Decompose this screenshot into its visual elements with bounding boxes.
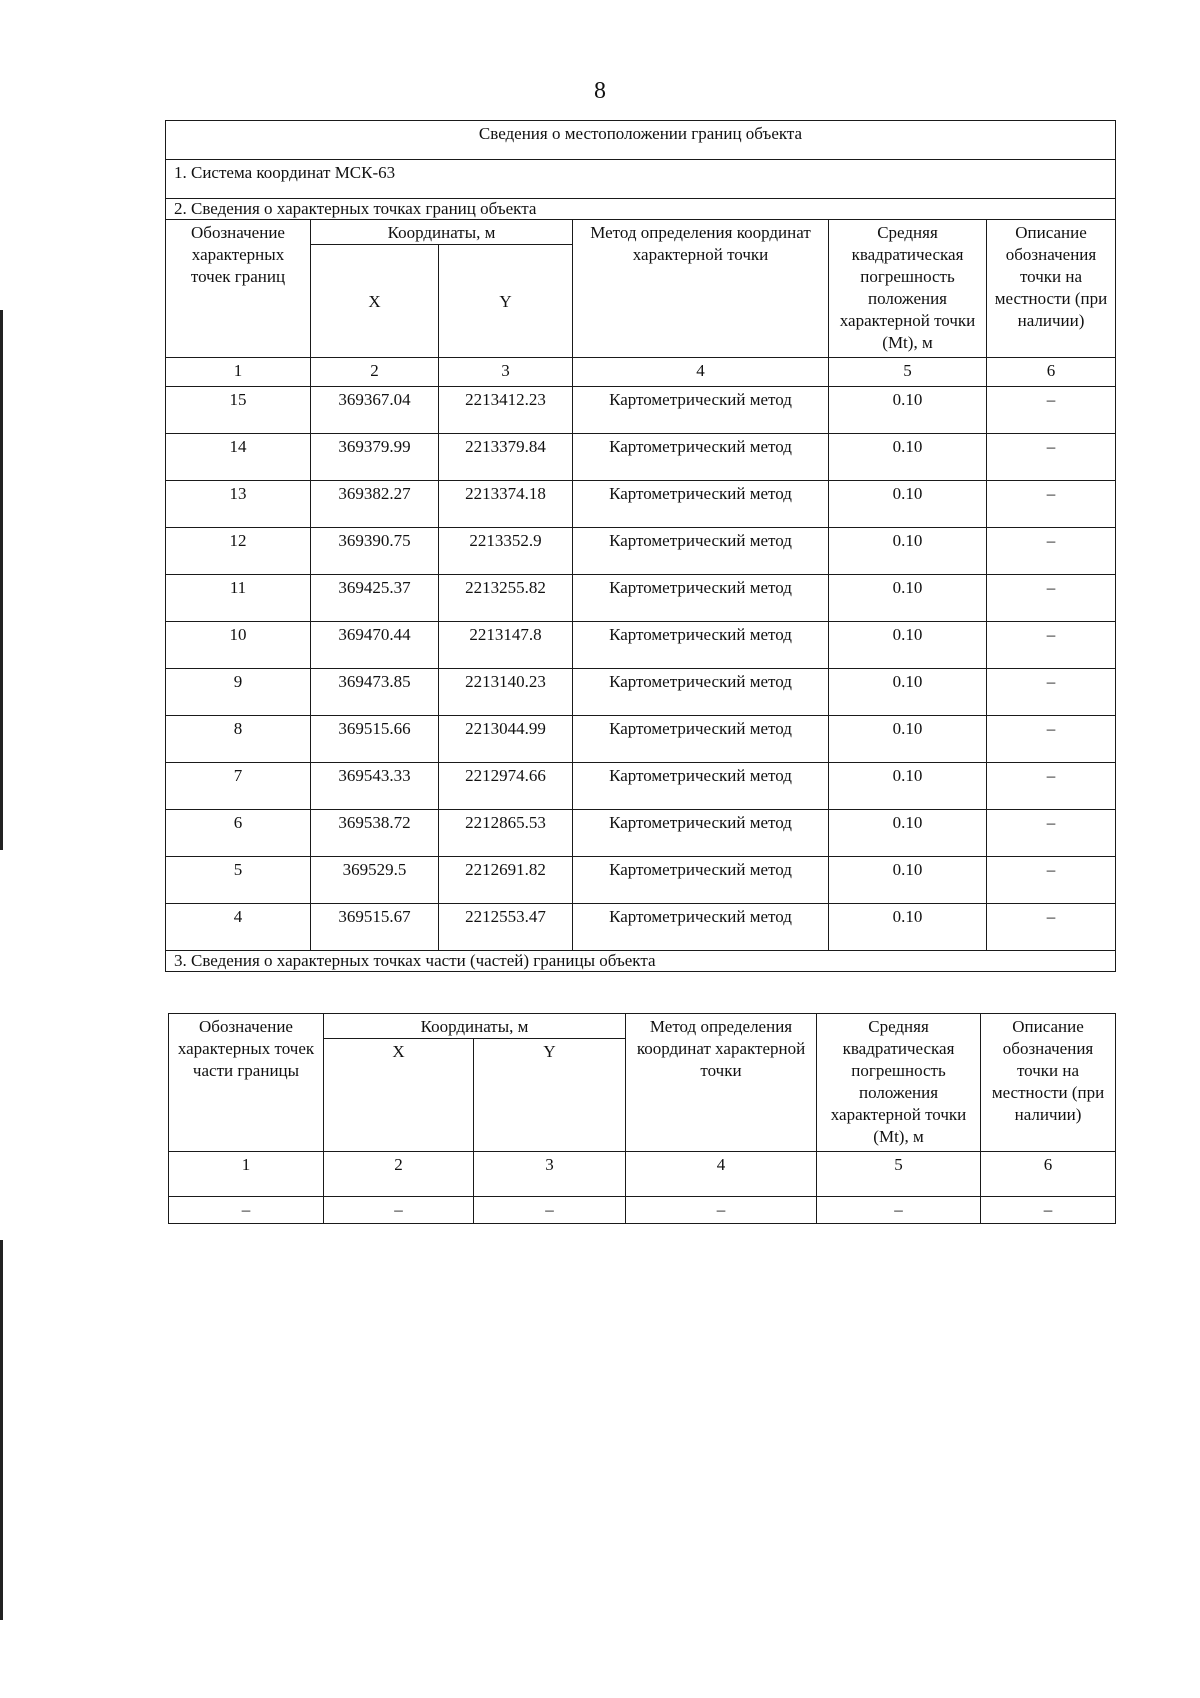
table-row xyxy=(166,904,1116,951)
error: 0.10 xyxy=(829,857,987,904)
point-id: 12 xyxy=(166,528,311,575)
error: 0.10 xyxy=(829,481,987,528)
coord-y: 2213140.23 xyxy=(439,669,573,716)
method: Картометрический метод xyxy=(573,810,829,857)
boundary-points-table xyxy=(165,120,1116,972)
table-row xyxy=(166,669,1116,716)
header-coords: Координаты, м xyxy=(311,220,573,245)
method: – xyxy=(626,1197,817,1224)
header-y: Y xyxy=(474,1039,626,1152)
method: Картометрический метод xyxy=(573,763,829,810)
col-number: 6 xyxy=(987,358,1116,387)
col-number: 5 xyxy=(829,358,987,387)
coord-x: 369538.72 xyxy=(311,810,439,857)
coord-x: 369515.66 xyxy=(311,716,439,763)
method: Картометрический метод xyxy=(573,669,829,716)
coordinate-system: 1. Система координат МСК-63 xyxy=(166,160,1116,199)
description: – xyxy=(987,857,1116,904)
description: – xyxy=(987,763,1116,810)
table-row xyxy=(166,575,1116,622)
method: Картометрический метод xyxy=(573,857,829,904)
description: – xyxy=(981,1197,1116,1224)
header-description: Описание обозначения точки на местности (при наличии) xyxy=(981,1014,1116,1152)
description: – xyxy=(987,810,1116,857)
error: 0.10 xyxy=(829,904,987,951)
col-number: 2 xyxy=(324,1152,474,1197)
coord-y: 2213412.23 xyxy=(439,387,573,434)
col-number: 5 xyxy=(817,1152,981,1197)
column-numbers-row xyxy=(169,1152,1116,1197)
error: 0.10 xyxy=(829,622,987,669)
coord-y: 2213379.84 xyxy=(439,434,573,481)
coord-x: 369543.33 xyxy=(311,763,439,810)
header-error: Средняя квадратическая погрешность положения характерной точки (Mt), м xyxy=(817,1014,981,1152)
header-method: Метод определения координат характерной точки xyxy=(626,1014,817,1152)
description: – xyxy=(987,575,1116,622)
point-id: 6 xyxy=(166,810,311,857)
coord-y: 2212974.66 xyxy=(439,763,573,810)
header-description: Описание обозначения точки на местности (при наличии) xyxy=(987,220,1116,358)
point-id: 10 xyxy=(166,622,311,669)
coord-x: 369382.27 xyxy=(311,481,439,528)
header-method: Метод определения координат характерной точки xyxy=(573,220,829,358)
coord-x: 369390.75 xyxy=(311,528,439,575)
error: – xyxy=(817,1197,981,1224)
error: 0.10 xyxy=(829,763,987,810)
col-number: 3 xyxy=(439,358,573,387)
point-id: 9 xyxy=(166,669,311,716)
coord-x: 369470.44 xyxy=(311,622,439,669)
description: – xyxy=(987,481,1116,528)
header-x: X xyxy=(311,245,439,358)
error: 0.10 xyxy=(829,434,987,481)
description: – xyxy=(987,904,1116,951)
error: 0.10 xyxy=(829,669,987,716)
table-row xyxy=(166,763,1116,810)
coord-y: 2213147.8 xyxy=(439,622,573,669)
coord-x: 369379.99 xyxy=(311,434,439,481)
method: Картометрический метод xyxy=(573,481,829,528)
description: – xyxy=(987,528,1116,575)
coord-y: 2213374.18 xyxy=(439,481,573,528)
col-number: 2 xyxy=(311,358,439,387)
table-row xyxy=(166,857,1116,904)
description: – xyxy=(987,716,1116,763)
col-number: 1 xyxy=(169,1152,324,1197)
coord-x: 369425.37 xyxy=(311,575,439,622)
table-row xyxy=(166,810,1116,857)
description: – xyxy=(987,622,1116,669)
table-row xyxy=(166,387,1116,434)
table-row xyxy=(166,622,1116,669)
scan-edge-line xyxy=(0,1240,3,1620)
method: Картометрический метод xyxy=(573,575,829,622)
point-id: – xyxy=(169,1197,324,1224)
error: 0.10 xyxy=(829,528,987,575)
col-number: 4 xyxy=(573,358,829,387)
description: – xyxy=(987,434,1116,481)
error: 0.10 xyxy=(829,810,987,857)
header-coords: Координаты, м xyxy=(324,1014,626,1039)
method: Картометрический метод xyxy=(573,716,829,763)
point-id: 15 xyxy=(166,387,311,434)
coord-y: 2212553.47 xyxy=(439,904,573,951)
coord-x: 369529.5 xyxy=(311,857,439,904)
method: Картометрический метод xyxy=(573,622,829,669)
description: – xyxy=(987,669,1116,716)
col-number: 3 xyxy=(474,1152,626,1197)
point-id: 4 xyxy=(166,904,311,951)
table-row xyxy=(166,716,1116,763)
coord-y: 2213255.82 xyxy=(439,575,573,622)
method: Картометрический метод xyxy=(573,434,829,481)
header-y: Y xyxy=(439,245,573,358)
point-id: 13 xyxy=(166,481,311,528)
method: Картометрический метод xyxy=(573,904,829,951)
table-row xyxy=(166,528,1116,575)
header-point: Обозначение характерных точек границ xyxy=(166,220,311,358)
table-title: Сведения о местоположении границ объекта xyxy=(166,121,1116,160)
point-id: 8 xyxy=(166,716,311,763)
coord-y: 2213352.9 xyxy=(439,528,573,575)
point-id: 7 xyxy=(166,763,311,810)
coord-x: 369367.04 xyxy=(311,387,439,434)
error: 0.10 xyxy=(829,716,987,763)
coord-y: – xyxy=(474,1197,626,1224)
header-x: X xyxy=(324,1039,474,1152)
column-numbers-row xyxy=(166,358,1116,387)
col-number: 6 xyxy=(981,1152,1116,1197)
point-id: 11 xyxy=(166,575,311,622)
col-number: 4 xyxy=(626,1152,817,1197)
table-row xyxy=(166,434,1116,481)
table-row xyxy=(169,1197,1116,1224)
page-number: 8 xyxy=(594,78,606,104)
header-point: Обозначение характерных точек части границы xyxy=(169,1014,324,1152)
table-row xyxy=(166,481,1116,528)
header-error: Средняя квадратическая погрешность положения характерной точки (Mt), м xyxy=(829,220,987,358)
coord-y: 2212865.53 xyxy=(439,810,573,857)
part-boundary-points-table xyxy=(168,1013,1116,1224)
error: 0.10 xyxy=(829,387,987,434)
section3-title: 3. Сведения о характерных точках части (частей) границы объекта xyxy=(166,951,1116,972)
description: – xyxy=(987,387,1116,434)
coord-y: 2213044.99 xyxy=(439,716,573,763)
point-id: 14 xyxy=(166,434,311,481)
scan-edge-line xyxy=(0,310,3,850)
coord-x: – xyxy=(324,1197,474,1224)
method: Картометрический метод xyxy=(573,528,829,575)
method: Картометрический метод xyxy=(573,387,829,434)
point-id: 5 xyxy=(166,857,311,904)
coord-x: 369473.85 xyxy=(311,669,439,716)
error: 0.10 xyxy=(829,575,987,622)
coord-x: 369515.67 xyxy=(311,904,439,951)
section2-title: 2. Сведения о характерных точках границ объекта xyxy=(166,199,1116,220)
coord-y: 2212691.82 xyxy=(439,857,573,904)
col-number: 1 xyxy=(166,358,311,387)
